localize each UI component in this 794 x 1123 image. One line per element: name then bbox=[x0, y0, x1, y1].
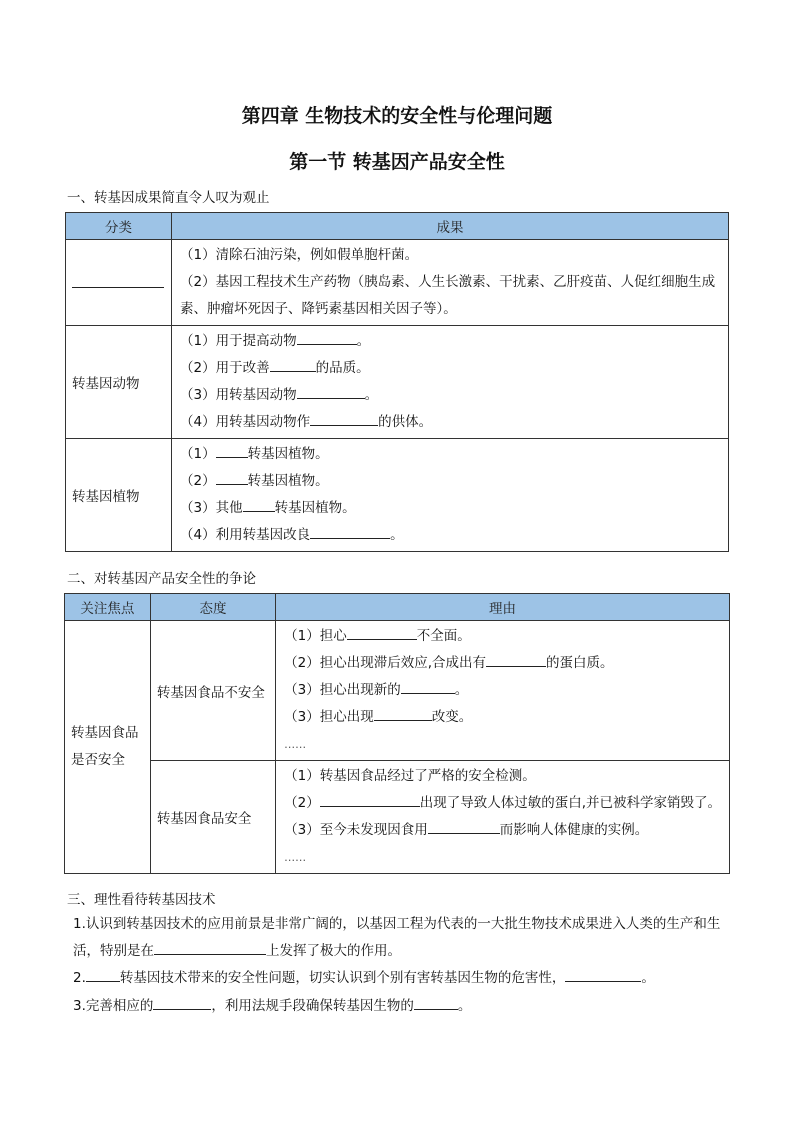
answer-blank[interactable] bbox=[216, 443, 248, 458]
answer-blank[interactable] bbox=[72, 273, 164, 288]
answer-blank[interactable] bbox=[297, 330, 357, 345]
answer-blank[interactable] bbox=[86, 967, 120, 982]
list-item: （2）用于改善 的品质。 bbox=[180, 355, 720, 382]
list-item: （4）用转基因动物作 的供体。 bbox=[180, 409, 720, 436]
answer-blank[interactable] bbox=[310, 411, 378, 426]
part2-heading: 二、对转基因产品安全性的争论 bbox=[67, 571, 256, 587]
answer-blank[interactable] bbox=[154, 940, 266, 955]
ellipsis: …… bbox=[284, 738, 307, 751]
section-title: 第一节 转基因产品安全性 bbox=[289, 151, 505, 173]
list-item: （2）基因工程技术生产药物（胰岛素、人生长激素、干扰素、乙肝疫苗、人促红细胞生成素、肿瘤坏死因子、降钙素基因相关因子等）。 bbox=[180, 274, 716, 317]
table-row bbox=[66, 326, 729, 439]
list-item: （3）至今未发现因食用 而影响人体健康的实例。 bbox=[284, 817, 721, 844]
answer-blank[interactable] bbox=[486, 652, 546, 667]
category-cell: 转基因植物 bbox=[66, 439, 172, 552]
list-item: （1）清除石油污染，例如假单胞杆菌。 bbox=[180, 247, 419, 263]
part3-heading: 三、理性看待转基因技术 bbox=[67, 892, 216, 908]
table-row bbox=[66, 240, 729, 326]
list-item: （3）其他 转基因植物。 bbox=[180, 495, 720, 522]
paragraph-2: 2. 转基因技术带来的安全性问题，切实认识到个别有害转基因生物的危害性， 。 bbox=[73, 965, 733, 992]
paragraph-3: 3.完善相应的 ，利用法规手段确保转基因生物的 。 bbox=[73, 993, 733, 1020]
answer-blank[interactable] bbox=[153, 995, 211, 1010]
table-row bbox=[66, 439, 729, 552]
list-item: （2） 出现了导致人体过敏的蛋白,并已被科学家销毁了。 bbox=[284, 790, 721, 817]
col-header-category: 分类 bbox=[66, 213, 172, 240]
answer-blank[interactable] bbox=[320, 792, 420, 807]
part1-heading: 一、转基因成果简直令人叹为观止 bbox=[67, 190, 270, 206]
debate-table bbox=[64, 593, 730, 874]
table-row bbox=[65, 621, 730, 761]
achievement-cell bbox=[172, 326, 729, 439]
answer-blank[interactable] bbox=[270, 357, 316, 372]
list-item: （4）利用转基因改良 。 bbox=[180, 522, 720, 549]
ellipsis: …… bbox=[284, 851, 307, 864]
answer-blank[interactable] bbox=[347, 625, 417, 640]
focus-cell: 转基因食品是否安全 bbox=[65, 621, 151, 874]
answer-blank[interactable] bbox=[243, 497, 275, 512]
answer-blank[interactable] bbox=[565, 967, 641, 982]
list-item: （2）担心出现滞后效应,合成出有 的蛋白质。 bbox=[284, 650, 721, 677]
paragraph-1: 1.认识到转基因技术的应用前景是非常广阔的，以基因工程为代表的一大批生物技术成果进入人类的生产和生活，特别是在 上发挥了极大的作用。 bbox=[73, 916, 721, 959]
col-header-focus: 关注焦点 bbox=[65, 594, 151, 621]
list-item: （1）用于提高动物 。 bbox=[180, 328, 720, 355]
answer-blank[interactable] bbox=[216, 470, 248, 485]
answer-blank[interactable] bbox=[428, 819, 500, 834]
col-header-achievement: 成果 bbox=[172, 213, 729, 240]
category-cell bbox=[66, 240, 172, 326]
list-item: （3）用转基因动物 。 bbox=[180, 382, 720, 409]
achievements-table bbox=[65, 212, 729, 552]
table-header-row bbox=[66, 213, 729, 240]
list-item: （1） 转基因植物。 bbox=[180, 441, 720, 468]
table-row bbox=[65, 761, 730, 874]
category-cell: 转基因动物 bbox=[66, 326, 172, 439]
achievement-cell bbox=[172, 240, 729, 326]
list-item: （2） 转基因植物。 bbox=[180, 468, 720, 495]
col-header-reason: 理由 bbox=[276, 594, 730, 621]
chapter-title: 第四章 生物技术的安全性与伦理问题 bbox=[241, 105, 553, 127]
list-item: （1）担心 不全面。 bbox=[284, 623, 721, 650]
reason-cell bbox=[276, 761, 730, 874]
answer-blank[interactable] bbox=[297, 384, 365, 399]
answer-blank[interactable] bbox=[414, 995, 458, 1010]
list-item: （3）担心出现新的 。 bbox=[284, 677, 721, 704]
attitude-cell: 转基因食品安全 bbox=[150, 761, 275, 874]
reason-cell bbox=[276, 621, 730, 761]
list-item: （1）转基因食品经过了严格的安全检测。 bbox=[284, 768, 536, 784]
answer-blank[interactable] bbox=[374, 706, 432, 721]
table-header-row bbox=[65, 594, 730, 621]
list-item: （3）担心出现 改变。 bbox=[284, 704, 721, 731]
achievement-cell bbox=[172, 439, 729, 552]
answer-blank[interactable] bbox=[310, 524, 390, 539]
col-header-attitude: 态度 bbox=[150, 594, 275, 621]
answer-blank[interactable] bbox=[401, 679, 455, 694]
attitude-cell: 转基因食品不安全 bbox=[150, 621, 275, 761]
